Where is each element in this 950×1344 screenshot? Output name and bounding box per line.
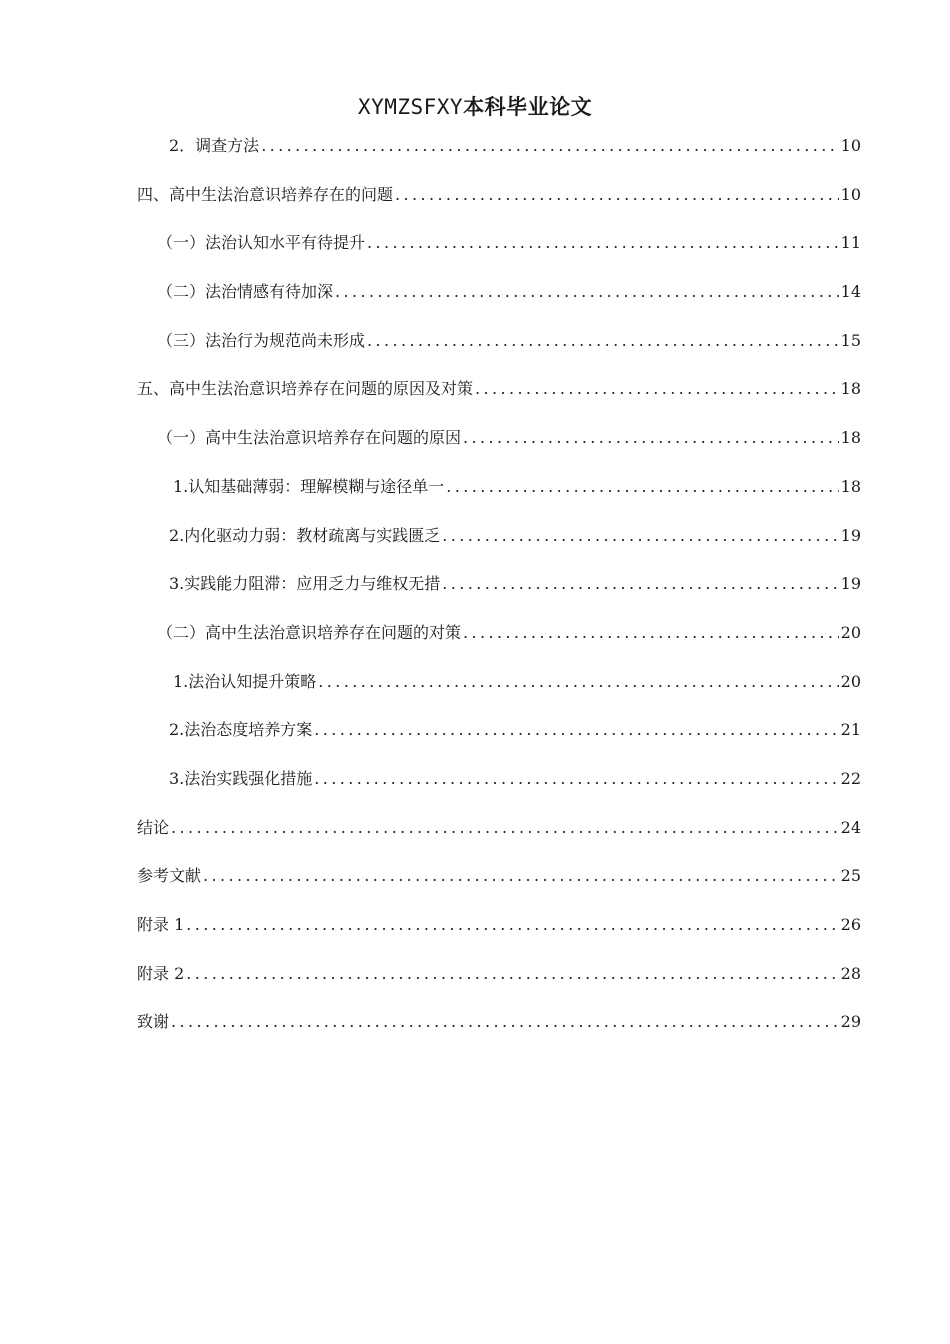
toc-dot-leader [203,860,839,892]
toc-dot-leader [395,179,839,211]
toc-entry-title: 四、高中生法治意识培养存在的问题 [137,184,394,204]
toc-dot-leader [463,617,839,649]
toc-entry-page: 25 [840,866,861,886]
toc-entry[interactable] [137,276,861,325]
toc-entry-page: 19 [840,574,861,594]
toc-entry[interactable] [137,666,861,715]
page-header [0,93,950,121]
toc-entry-title: 附录 2 [137,963,185,983]
toc-entry[interactable] [137,763,861,812]
toc-entry-title: 3.法治实践强化措施 [169,768,313,788]
toc-dot-leader [318,666,838,698]
toc-entry-title: （一）高中生法治意识培养存在问题的原因 [157,428,462,448]
toc-entry-page: 19 [840,525,861,545]
toc-dot-leader [335,276,839,308]
toc-entry-page: 20 [840,622,861,642]
toc-entry-page: 10 [840,184,861,204]
toc-entry[interactable] [137,860,861,909]
toc-entry[interactable] [137,227,861,276]
toc-entry-page: 28 [840,963,861,983]
toc-dot-leader [442,520,838,552]
table-of-contents [137,130,861,1055]
toc-entry[interactable] [137,909,861,958]
toc-entry-page: 24 [840,817,861,837]
toc-entry-page: 10 [840,136,861,155]
toc-entry[interactable] [137,325,861,374]
toc-dot-leader [186,909,838,941]
toc-entry-page: 20 [840,671,861,691]
toc-entry-title: （三）法治行为规范尚未形成 [157,330,366,350]
toc-entry[interactable] [137,130,861,179]
toc-entry-title: 附录 1 [137,915,185,934]
toc-entry-page: 22 [840,768,861,788]
toc-entry-page: 14 [840,282,861,302]
toc-entry[interactable] [137,1006,861,1055]
toc-dot-leader [463,422,839,454]
toc-entry[interactable] [137,958,861,1007]
toc-entry-title: 结论 [137,817,170,837]
toc-entry-title: 五、高中生法治意识培养存在问题的原因及对策 [137,379,474,399]
toc-entry-page: 21 [840,720,861,740]
toc-entry-title: 3.实践能力阻滞：应用乏力与维权无措 [169,574,441,594]
toc-entry-title: 2.法治态度培养方案 [169,720,313,740]
toc-dot-leader [367,325,839,357]
toc-dot-leader [171,812,839,844]
toc-entry-page: 11 [840,233,861,253]
toc-entry[interactable] [137,520,861,569]
toc-entry[interactable] [137,714,861,763]
toc-entry-page: 18 [840,476,861,496]
toc-dot-leader [186,958,838,990]
toc-entry[interactable] [137,617,861,666]
header-thesis-label: 本科毕业论文 [463,95,593,119]
toc-entry-title: 参考文献 [137,866,202,886]
toc-dot-leader [314,763,838,795]
toc-dot-leader [171,1006,839,1038]
toc-entry-title: （二）高中生法治意识培养存在问题的对策 [157,622,462,642]
toc-entry-title: （二）法治情感有待加深 [157,282,334,302]
toc-entry-page: 26 [840,915,861,934]
toc-dot-leader [261,130,838,162]
toc-entry-title: 2．调查方法 [169,136,260,155]
toc-entry[interactable] [137,812,861,861]
toc-entry[interactable] [137,373,861,422]
header-divider [138,124,861,125]
toc-entry-title: 2.内化驱动力弱：教材疏离与实践匮乏 [169,525,441,545]
toc-entry-title: 1.法治认知提升策略 [173,671,317,691]
toc-entry-page: 29 [840,1012,861,1032]
toc-dot-leader [314,714,838,746]
toc-entry[interactable] [137,422,861,471]
toc-entry[interactable] [137,471,861,520]
toc-dot-leader [367,227,839,259]
toc-dot-leader [475,373,839,405]
toc-entry-title: 致谢 [137,1012,170,1032]
toc-dot-leader [442,568,838,600]
toc-entry[interactable] [137,568,861,617]
toc-entry-page: 15 [840,330,861,350]
toc-entry-page: 18 [840,379,861,399]
toc-entry-title: （一）法治认知水平有待提升 [157,233,366,253]
toc-entry-title: 1.认知基础薄弱：理解模糊与途径单一 [173,476,445,496]
toc-entry[interactable] [137,179,861,228]
header-school-code: XYMZSFXY [357,95,464,119]
toc-dot-leader [446,471,838,503]
toc-entry-page: 18 [840,428,861,448]
